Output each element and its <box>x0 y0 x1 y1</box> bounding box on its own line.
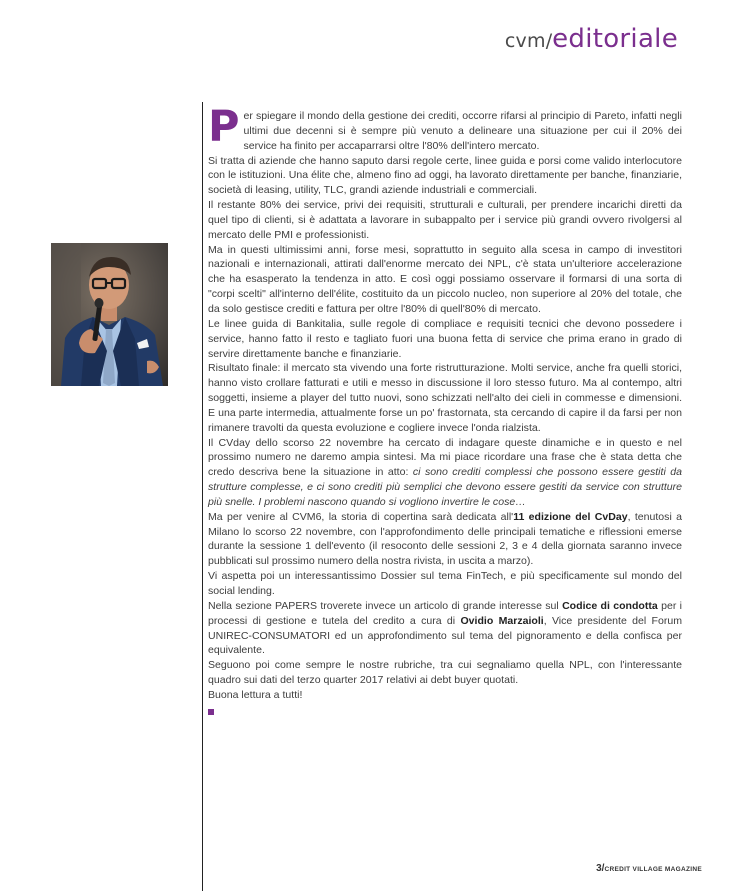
paragraph-7 <box>208 436 682 510</box>
section-title: editoriale <box>552 24 678 54</box>
cvday-edition: 11 edizione del CvDay <box>513 510 628 523</box>
editorial-body <box>208 102 683 715</box>
paragraph-8-text-b: , tenutosi a Milano lo scorso 22 novembre, con l'approfondimento delle principali tematiche e riflessioni emerse durante la sessione 1 dell'evento (il resoconto delle sessioni 2, 3 e 4 della giornata saranno invece pubblicati sul prossimo numero della nostra rivista, in uscita a marzo). <box>208 510 682 568</box>
paragraph-10-text-c: , Vice presidente del Forum UNIREC-CONSUMATORI ed un approfondimento sul tema del pignoramento e della confisca per equivalente. <box>208 614 683 657</box>
column-divider <box>202 102 203 891</box>
paragraph-6: Risultato finale: il mercato sta vivendo una forte ristrutturazione. Molti service, anche fra quelli storici, hanno visto crollare fatturati e utili e messo in discussione il loro stesso futuro. Ma al contempo, altri soggetti, insieme a player del tutto nuovi, sono schizzati nell'alto dei cieli in commesse e dimensioni. E una parte intermedia, attualmente forse un po' frastornata, sta cercando di capire il da farsi per non rimanere travolti da questa evoluzione e cogliere invece l'onda rialzista. <box>208 362 682 434</box>
header-slash: / <box>545 30 553 52</box>
section-header <box>505 24 678 54</box>
code-of-conduct: Codice di condotta <box>562 599 658 612</box>
paragraph-5: Le linee guida di Bankitalia, sulle regole di compliace e requisiti tecnici che devono possedere i service, hanno fatto il resto e tagliato fuori una buona fetta di service che prima erano in grado di servire direttamente banche e finanziarie. <box>208 317 682 360</box>
paragraph-12: Buona lettura a tutti! <box>208 688 303 701</box>
end-square-icon <box>208 709 214 715</box>
magazine-name: CREDIT VILLAGE MAGAZINE <box>604 866 702 873</box>
page-footer <box>596 858 702 876</box>
magazine-prefix: cvm <box>504 30 546 52</box>
author-name: Ovidio Marzaioli <box>460 614 544 627</box>
paragraph-1 <box>208 102 682 154</box>
paragraph-8 <box>208 510 682 569</box>
page-number: 3/ <box>596 863 605 874</box>
paragraph-10-text-b: per i processi di gestione e tutela del credito a cura di <box>208 599 682 627</box>
paragraph-11: Seguono poi come sempre le nostre rubriche, tra cui segnaliamo quella NPL, con l'interessante quadro sui dati del terzo quarter 2017 relativi ai debt buyer quotati. <box>208 659 682 687</box>
paragraph-2: Si tratta di aziende che hanno saputo darsi regole certe, linee guida e porsi come valido interlocutore con le istituzioni. Una élite che, almeno fino ad oggi, ha lavorato direttamente per banche, finanziarie, società di leasing, utility, TLC, grandi aziende industriali e commerciali. <box>208 154 682 197</box>
paragraph-4: Ma in questi ultimissimi anni, forse mesi, soprattutto in seguito alla scesa in campo di investitori nazionali e internazionali, attirati dall'enorme mercato dei NPL, c'è stata un'ulteriore accelerazione che ha esasperato la tendenza in atto. E così oggi possiamo osservare il formarsi di una sorta di "corpi scelti" all'interno dell'élite, costituito da un piccolo nucleo, non superiore al 20% del totale, che da solo gestisce crediti e fattura per oltre l'80% di quell'80% di mercato. <box>208 243 682 315</box>
paragraph-7-text: Il CVday dello scorso 22 novembre ha cercato di indagare queste dinamiche e in questo e nel prossimo numero ne daremo ampia sintesi. Ma mi piace ricordare una frase che è stata detta che credo descriva bene la situazione in atto: <box>208 436 682 479</box>
author-photo <box>51 243 168 386</box>
paragraph-9: Vi aspetta poi un interessantissimo Dossier sul tema FinTech, e più specificamente sul mondo del social lending. <box>208 570 682 597</box>
quote: ci sono crediti complessi che possono essere gestiti da strutture complesse, e ci sono crediti più semplici che devono essere gestiti da service con strutture più snelle. I problemi nascono quando si vogliono invertire le cose… <box>208 466 682 508</box>
paragraph-3: Il restante 80% dei service, privi dei requisiti, strutturali e culturali, per prendere incarichi diretti da quel tipo di clienti, si è adattata a lavorare in subappalto per i service più grandi ovvero rivolgersi al mercato delle PMI e professionisti. <box>208 199 682 241</box>
drop-cap: P <box>208 102 240 152</box>
paragraph-1-text: er spiegare il mondo della gestione dei crediti, occorre rifarsi al principio di Pareto, infatti negli ultimi due decenni si è sempre più venuto a delineare una situazione per cui il 20% dei service ha finito per accaparrarsi oltre l'80% dell'intero mercato. <box>243 110 682 152</box>
paragraph-10-text-a: Nella sezione PAPERS troverete invece un articolo di grande interesse sul <box>208 599 563 612</box>
paragraph-10 <box>208 599 682 658</box>
paragraph-8-text-a: Ma per venire al CVM6, la storia di copertina sarà dedicata all' <box>208 510 514 523</box>
